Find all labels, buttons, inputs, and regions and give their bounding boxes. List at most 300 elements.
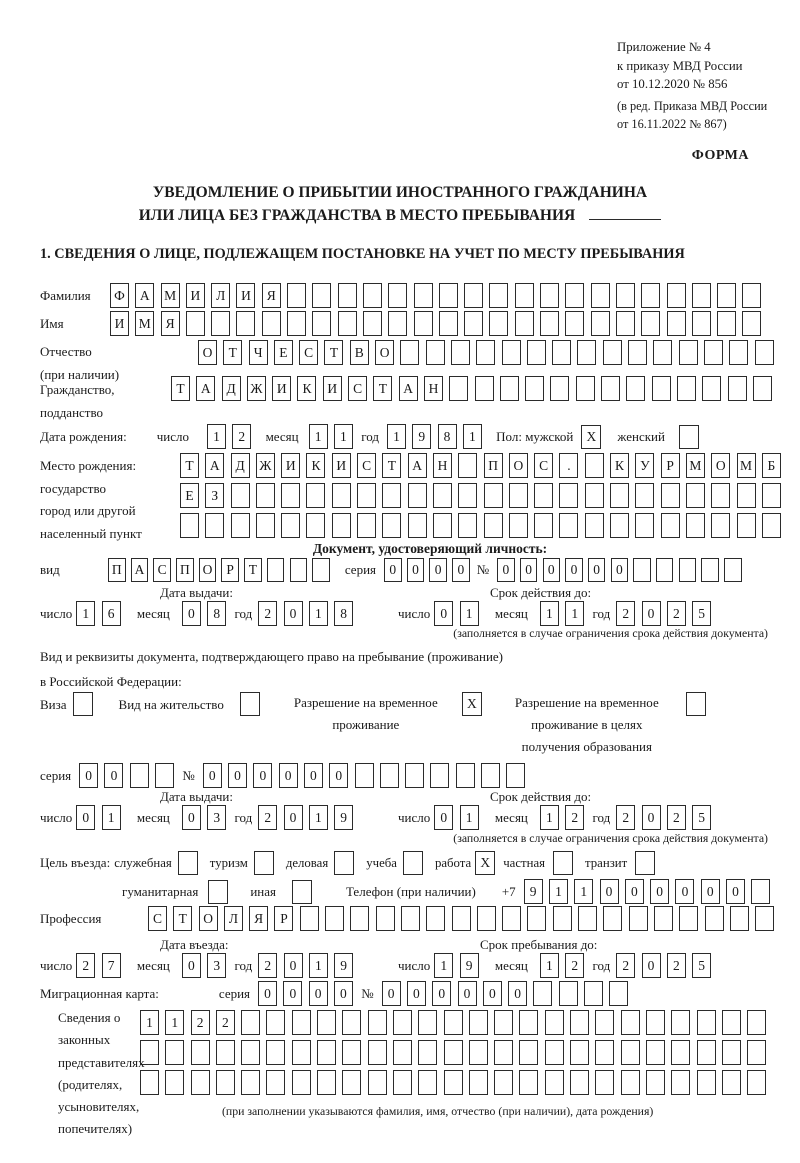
char-cell[interactable] [527, 340, 546, 365]
char-cell[interactable]: Ж [256, 453, 275, 478]
char-cell[interactable] [697, 1040, 716, 1065]
char-cell[interactable]: 0 [642, 953, 661, 978]
char-cell[interactable]: 2 [616, 601, 635, 626]
char-cell[interactable] [570, 1040, 589, 1065]
char-cell[interactable]: А [408, 453, 427, 478]
char-cell[interactable]: П [484, 453, 503, 478]
char-cell[interactable]: Д [222, 376, 241, 401]
char-cell[interactable] [591, 283, 610, 308]
char-cell[interactable] [616, 311, 635, 336]
char-cell[interactable]: Д [231, 453, 250, 478]
char-cell[interactable] [747, 1070, 766, 1095]
char-cell[interactable] [553, 906, 572, 931]
char-cell[interactable] [585, 513, 604, 538]
char-cell[interactable] [332, 483, 351, 508]
char-cell[interactable] [584, 981, 603, 1006]
char-cell[interactable]: 1 [387, 424, 406, 449]
char-cell[interactable]: П [176, 558, 194, 582]
char-cell[interactable] [414, 311, 433, 336]
char-cell[interactable] [711, 513, 730, 538]
char-cell[interactable] [165, 1040, 184, 1065]
purpose-work-checkbox[interactable]: X [475, 851, 495, 875]
char-cell[interactable]: О [509, 453, 528, 478]
char-cell[interactable] [469, 1040, 488, 1065]
char-cell[interactable] [603, 906, 622, 931]
char-cell[interactable] [439, 311, 458, 336]
char-cell[interactable]: И [110, 311, 129, 336]
char-cell[interactable] [414, 283, 433, 308]
char-cell[interactable]: Р [661, 453, 680, 478]
char-cell[interactable] [267, 558, 285, 582]
char-cell[interactable]: 0 [407, 558, 425, 582]
char-cell[interactable] [686, 483, 705, 508]
char-cell[interactable] [180, 513, 199, 538]
char-cell[interactable]: А [196, 376, 215, 401]
char-cell[interactable]: С [153, 558, 171, 582]
char-cell[interactable] [671, 1010, 690, 1035]
char-cell[interactable]: 1 [540, 805, 559, 830]
char-cell[interactable] [730, 906, 749, 931]
char-cell[interactable] [679, 906, 698, 931]
char-cell[interactable]: 0 [279, 763, 298, 788]
char-cell[interactable] [363, 283, 382, 308]
char-cell[interactable] [241, 1010, 260, 1035]
char-cell[interactable]: 0 [543, 558, 561, 582]
char-cell[interactable] [626, 376, 645, 401]
char-cell[interactable]: С [534, 453, 553, 478]
char-cell[interactable] [559, 513, 578, 538]
char-cell[interactable]: 0 [253, 763, 272, 788]
char-cell[interactable] [292, 1010, 311, 1035]
char-cell[interactable]: С [299, 340, 318, 365]
char-cell[interactable]: 1 [309, 953, 328, 978]
char-cell[interactable]: Е [180, 483, 199, 508]
char-cell[interactable] [742, 283, 761, 308]
char-cell[interactable]: 0 [283, 981, 302, 1006]
char-cell[interactable] [342, 1010, 361, 1035]
char-cell[interactable] [292, 1040, 311, 1065]
char-cell[interactable] [481, 763, 500, 788]
char-cell[interactable]: М [737, 453, 756, 478]
char-cell[interactable]: 0 [642, 805, 661, 830]
char-cell[interactable] [717, 311, 736, 336]
char-cell[interactable] [519, 1040, 538, 1065]
char-cell[interactable]: А [131, 558, 149, 582]
char-cell[interactable]: 0 [726, 879, 745, 904]
char-cell[interactable] [408, 483, 427, 508]
char-cell[interactable]: Т [324, 340, 343, 365]
char-cell[interactable] [418, 1040, 437, 1065]
char-cell[interactable]: 0 [334, 981, 353, 1006]
char-cell[interactable] [753, 376, 772, 401]
char-cell[interactable]: 0 [429, 558, 447, 582]
char-cell[interactable]: Т [171, 376, 190, 401]
char-cell[interactable]: 1 [460, 805, 479, 830]
char-cell[interactable] [342, 1040, 361, 1065]
char-cell[interactable]: Т [244, 558, 262, 582]
char-cell[interactable] [737, 483, 756, 508]
char-cell[interactable] [458, 453, 477, 478]
char-cell[interactable]: 2 [76, 953, 95, 978]
char-cell[interactable] [641, 311, 660, 336]
char-cell[interactable]: 1 [463, 424, 482, 449]
char-cell[interactable] [711, 483, 730, 508]
char-cell[interactable] [449, 376, 468, 401]
visa-checkbox[interactable] [73, 692, 93, 716]
char-cell[interactable] [641, 283, 660, 308]
char-cell[interactable] [191, 1070, 210, 1095]
char-cell[interactable]: 0 [701, 879, 720, 904]
char-cell[interactable] [332, 513, 351, 538]
char-cell[interactable] [281, 513, 300, 538]
char-cell[interactable] [646, 1010, 665, 1035]
char-cell[interactable] [140, 1040, 159, 1065]
char-cell[interactable]: 1 [102, 805, 121, 830]
purpose-private-checkbox[interactable] [553, 851, 573, 875]
char-cell[interactable]: В [350, 340, 369, 365]
char-cell[interactable] [545, 1070, 564, 1095]
char-cell[interactable] [418, 1070, 437, 1095]
char-cell[interactable] [552, 340, 571, 365]
char-cell[interactable]: 0 [203, 763, 222, 788]
char-cell[interactable] [155, 763, 174, 788]
char-cell[interactable] [570, 1070, 589, 1095]
sex-male-checkbox[interactable]: X [581, 425, 601, 449]
char-cell[interactable] [382, 483, 401, 508]
char-cell[interactable] [418, 1010, 437, 1035]
char-cell[interactable] [464, 311, 483, 336]
char-cell[interactable] [667, 311, 686, 336]
char-cell[interactable] [697, 1070, 716, 1095]
char-cell[interactable]: 0 [284, 953, 303, 978]
char-cell[interactable] [540, 311, 559, 336]
char-cell[interactable]: 0 [182, 601, 201, 626]
char-cell[interactable] [559, 981, 578, 1006]
char-cell[interactable]: . [559, 453, 578, 478]
char-cell[interactable] [578, 906, 597, 931]
char-cell[interactable]: 1 [207, 424, 226, 449]
char-cell[interactable] [476, 340, 495, 365]
char-cell[interactable] [519, 1070, 538, 1095]
char-cell[interactable] [704, 340, 723, 365]
char-cell[interactable] [216, 1070, 235, 1095]
char-cell[interactable] [388, 283, 407, 308]
char-cell[interactable] [621, 1040, 640, 1065]
char-cell[interactable]: 0 [104, 763, 123, 788]
char-cell[interactable]: Ж [247, 376, 266, 401]
char-cell[interactable] [312, 558, 330, 582]
char-cell[interactable] [705, 906, 724, 931]
char-cell[interactable] [722, 1070, 741, 1095]
char-cell[interactable] [500, 376, 519, 401]
char-cell[interactable] [525, 376, 544, 401]
char-cell[interactable] [545, 1040, 564, 1065]
char-cell[interactable] [534, 483, 553, 508]
char-cell[interactable] [601, 376, 620, 401]
char-cell[interactable] [489, 283, 508, 308]
char-cell[interactable] [281, 483, 300, 508]
char-cell[interactable]: 2 [616, 805, 635, 830]
char-cell[interactable] [610, 513, 629, 538]
char-cell[interactable] [722, 1010, 741, 1035]
char-cell[interactable]: 9 [460, 953, 479, 978]
char-cell[interactable]: 0 [600, 879, 619, 904]
char-cell[interactable] [724, 558, 742, 582]
char-cell[interactable] [456, 763, 475, 788]
char-cell[interactable] [256, 513, 275, 538]
char-cell[interactable]: 9 [334, 805, 353, 830]
char-cell[interactable]: З [205, 483, 224, 508]
char-cell[interactable] [484, 483, 503, 508]
char-cell[interactable] [408, 513, 427, 538]
char-cell[interactable]: 2 [667, 805, 686, 830]
char-cell[interactable]: 0 [384, 558, 402, 582]
char-cell[interactable]: 1 [309, 601, 328, 626]
char-cell[interactable] [363, 311, 382, 336]
char-cell[interactable] [357, 483, 376, 508]
char-cell[interactable] [458, 483, 477, 508]
char-cell[interactable] [444, 1040, 463, 1065]
char-cell[interactable]: Р [274, 906, 293, 931]
char-cell[interactable] [661, 483, 680, 508]
char-cell[interactable] [300, 906, 319, 931]
char-cell[interactable] [502, 340, 521, 365]
char-cell[interactable] [256, 483, 275, 508]
residence-permit-checkbox[interactable] [240, 692, 260, 716]
char-cell[interactable]: 0 [432, 981, 451, 1006]
char-cell[interactable]: О [711, 453, 730, 478]
char-cell[interactable]: Т [223, 340, 242, 365]
char-cell[interactable] [519, 1010, 538, 1035]
char-cell[interactable] [692, 311, 711, 336]
char-cell[interactable] [540, 283, 559, 308]
char-cell[interactable]: 1 [434, 953, 453, 978]
char-cell[interactable] [679, 558, 697, 582]
char-cell[interactable] [140, 1070, 159, 1095]
char-cell[interactable] [368, 1010, 387, 1035]
char-cell[interactable]: 5 [692, 601, 711, 626]
char-cell[interactable] [266, 1040, 285, 1065]
char-cell[interactable]: 5 [692, 953, 711, 978]
char-cell[interactable] [306, 483, 325, 508]
char-cell[interactable]: А [205, 453, 224, 478]
char-cell[interactable]: А [135, 283, 154, 308]
char-cell[interactable] [728, 376, 747, 401]
char-cell[interactable]: Н [424, 376, 443, 401]
char-cell[interactable] [376, 906, 395, 931]
char-cell[interactable]: Я [161, 311, 180, 336]
char-cell[interactable] [130, 763, 149, 788]
char-cell[interactable] [621, 1070, 640, 1095]
char-cell[interactable] [350, 906, 369, 931]
char-cell[interactable]: 0 [497, 558, 515, 582]
char-cell[interactable] [368, 1070, 387, 1095]
char-cell[interactable] [439, 283, 458, 308]
char-cell[interactable] [469, 1070, 488, 1095]
char-cell[interactable] [737, 513, 756, 538]
char-cell[interactable]: Я [262, 283, 281, 308]
char-cell[interactable] [451, 340, 470, 365]
char-cell[interactable]: Ч [249, 340, 268, 365]
char-cell[interactable] [671, 1070, 690, 1095]
char-cell[interactable] [287, 311, 306, 336]
char-cell[interactable]: И [281, 453, 300, 478]
char-cell[interactable]: 0 [625, 879, 644, 904]
char-cell[interactable]: 1 [574, 879, 593, 904]
char-cell[interactable] [509, 483, 528, 508]
char-cell[interactable] [506, 763, 525, 788]
char-cell[interactable]: 1 [76, 601, 95, 626]
char-cell[interactable] [621, 1010, 640, 1035]
char-cell[interactable]: Л [211, 283, 230, 308]
char-cell[interactable] [312, 311, 331, 336]
char-cell[interactable]: 2 [565, 953, 584, 978]
char-cell[interactable] [464, 283, 483, 308]
char-cell[interactable] [635, 513, 654, 538]
char-cell[interactable] [595, 1070, 614, 1095]
char-cell[interactable]: 0 [76, 805, 95, 830]
char-cell[interactable]: 2 [216, 1010, 235, 1035]
char-cell[interactable] [236, 311, 255, 336]
char-cell[interactable]: 0 [382, 981, 401, 1006]
char-cell[interactable] [729, 340, 748, 365]
char-cell[interactable]: 1 [565, 601, 584, 626]
char-cell[interactable] [489, 311, 508, 336]
char-cell[interactable]: 2 [232, 424, 251, 449]
char-cell[interactable]: 2 [667, 601, 686, 626]
char-cell[interactable] [426, 340, 445, 365]
char-cell[interactable]: 0 [304, 763, 323, 788]
char-cell[interactable]: 0 [650, 879, 669, 904]
char-cell[interactable]: 2 [565, 805, 584, 830]
char-cell[interactable]: М [686, 453, 705, 478]
temp-residence-checkbox[interactable]: X [462, 692, 482, 716]
char-cell[interactable]: К [297, 376, 316, 401]
char-cell[interactable]: 3 [207, 953, 226, 978]
char-cell[interactable] [231, 513, 250, 538]
char-cell[interactable]: С [148, 906, 167, 931]
char-cell[interactable] [426, 906, 445, 931]
char-cell[interactable]: С [348, 376, 367, 401]
char-cell[interactable] [469, 1010, 488, 1035]
char-cell[interactable] [317, 1070, 336, 1095]
char-cell[interactable] [368, 1040, 387, 1065]
char-cell[interactable] [477, 906, 496, 931]
char-cell[interactable]: 0 [483, 981, 502, 1006]
char-cell[interactable]: 0 [611, 558, 629, 582]
char-cell[interactable] [430, 763, 449, 788]
purpose-study-checkbox[interactable] [403, 851, 423, 875]
char-cell[interactable] [533, 981, 552, 1006]
char-cell[interactable]: 1 [460, 601, 479, 626]
char-cell[interactable] [591, 311, 610, 336]
char-cell[interactable]: 0 [642, 601, 661, 626]
char-cell[interactable]: 1 [165, 1010, 184, 1035]
char-cell[interactable]: 0 [565, 558, 583, 582]
char-cell[interactable]: Н [433, 453, 452, 478]
char-cell[interactable] [559, 483, 578, 508]
char-cell[interactable]: 8 [438, 424, 457, 449]
char-cell[interactable] [357, 513, 376, 538]
char-cell[interactable]: 8 [207, 601, 226, 626]
char-cell[interactable] [545, 1010, 564, 1035]
char-cell[interactable]: И [332, 453, 351, 478]
char-cell[interactable] [751, 879, 770, 904]
char-cell[interactable]: П [108, 558, 126, 582]
char-cell[interactable] [475, 376, 494, 401]
char-cell[interactable]: М [161, 283, 180, 308]
char-cell[interactable]: 6 [102, 601, 121, 626]
char-cell[interactable] [565, 311, 584, 336]
char-cell[interactable] [380, 763, 399, 788]
char-cell[interactable] [616, 283, 635, 308]
char-cell[interactable]: 2 [258, 953, 277, 978]
char-cell[interactable]: С [357, 453, 376, 478]
char-cell[interactable] [692, 283, 711, 308]
char-cell[interactable] [679, 340, 698, 365]
char-cell[interactable]: У [635, 453, 654, 478]
char-cell[interactable] [317, 1040, 336, 1065]
purpose-other-checkbox[interactable] [292, 880, 312, 904]
char-cell[interactable]: 7 [102, 953, 121, 978]
char-cell[interactable] [393, 1070, 412, 1095]
char-cell[interactable]: Т [180, 453, 199, 478]
char-cell[interactable] [401, 906, 420, 931]
char-cell[interactable] [433, 483, 452, 508]
char-cell[interactable] [494, 1070, 513, 1095]
char-cell[interactable] [325, 906, 344, 931]
char-cell[interactable] [317, 1010, 336, 1035]
char-cell[interactable] [635, 483, 654, 508]
temp-residence-edu-checkbox[interactable] [686, 692, 706, 716]
char-cell[interactable]: О [199, 906, 218, 931]
char-cell[interactable] [595, 1010, 614, 1035]
char-cell[interactable] [717, 283, 736, 308]
char-cell[interactable]: 0 [675, 879, 694, 904]
char-cell[interactable] [609, 981, 628, 1006]
char-cell[interactable]: О [199, 558, 217, 582]
char-cell[interactable] [211, 311, 230, 336]
char-cell[interactable] [266, 1010, 285, 1035]
char-cell[interactable] [400, 340, 419, 365]
char-cell[interactable]: 0 [329, 763, 348, 788]
char-cell[interactable]: Т [382, 453, 401, 478]
char-cell[interactable] [433, 513, 452, 538]
char-cell[interactable]: Е [274, 340, 293, 365]
char-cell[interactable] [262, 311, 281, 336]
char-cell[interactable]: 0 [452, 558, 470, 582]
char-cell[interactable] [747, 1040, 766, 1065]
char-cell[interactable]: 3 [207, 805, 226, 830]
char-cell[interactable]: 2 [258, 601, 277, 626]
char-cell[interactable]: 0 [434, 805, 453, 830]
char-cell[interactable]: И [186, 283, 205, 308]
char-cell[interactable]: Р [221, 558, 239, 582]
char-cell[interactable] [646, 1040, 665, 1065]
char-cell[interactable] [484, 513, 503, 538]
char-cell[interactable] [338, 311, 357, 336]
char-cell[interactable] [661, 513, 680, 538]
char-cell[interactable] [216, 1040, 235, 1065]
char-cell[interactable] [762, 483, 781, 508]
char-cell[interactable]: 0 [79, 763, 98, 788]
char-cell[interactable]: 0 [284, 601, 303, 626]
char-cell[interactable]: 1 [549, 879, 568, 904]
char-cell[interactable] [444, 1070, 463, 1095]
char-cell[interactable] [186, 311, 205, 336]
char-cell[interactable] [452, 906, 471, 931]
purpose-business-checkbox[interactable] [334, 851, 354, 875]
